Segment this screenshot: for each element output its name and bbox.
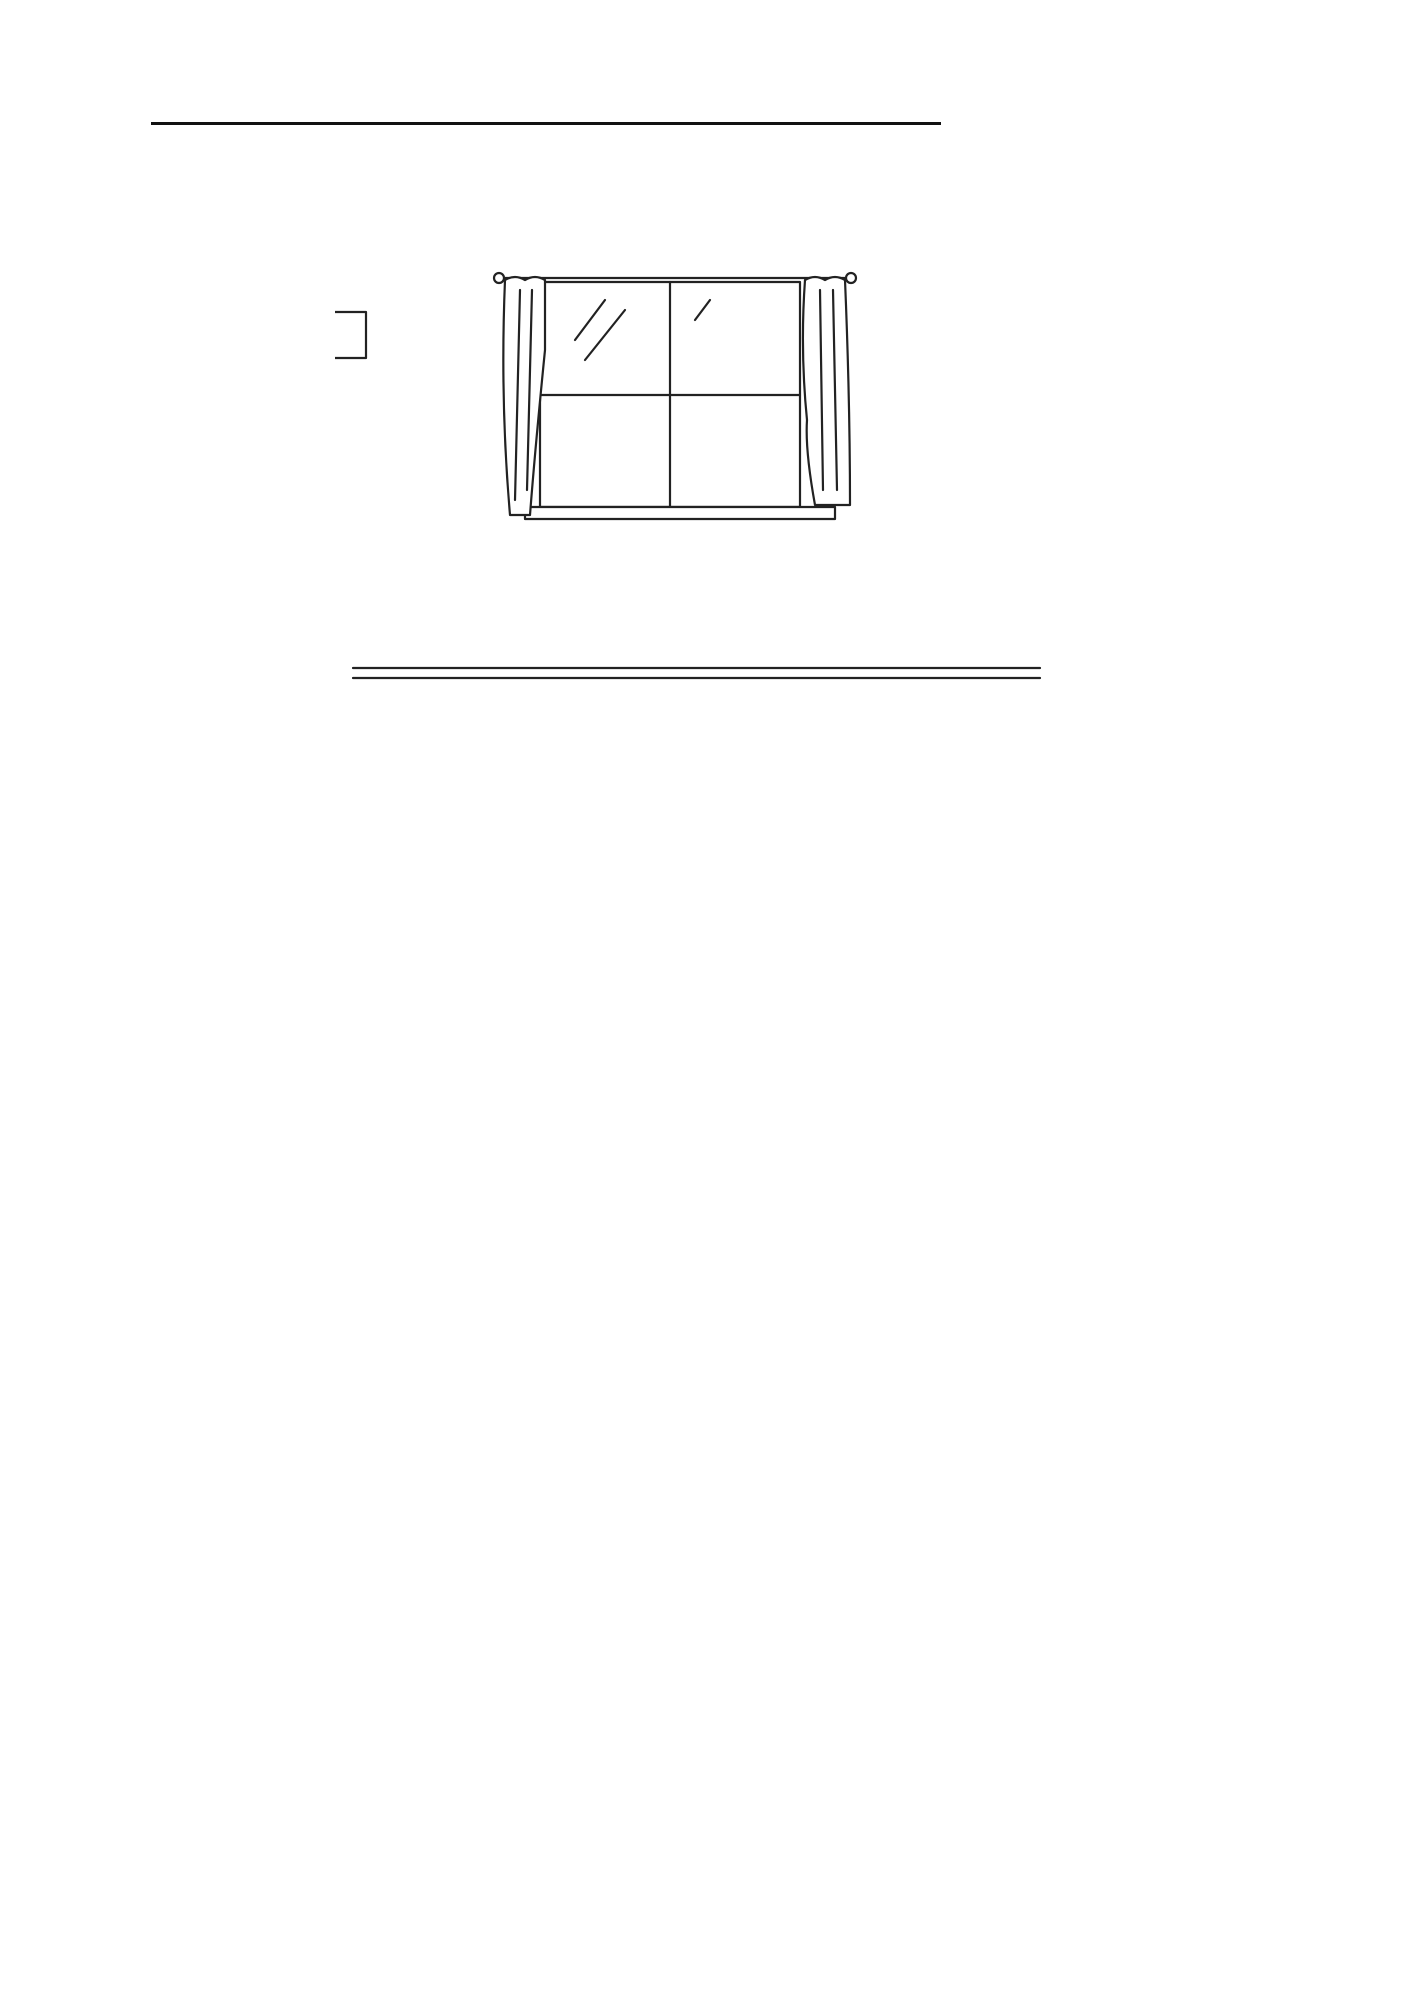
window-icon: [494, 273, 856, 519]
family-helping-at-home-illustration: [335, 250, 1075, 770]
illustration-svg: [335, 250, 1075, 770]
floor-molding: [353, 668, 1040, 678]
name-field[interactable]: [143, 88, 941, 135]
wall-frame-icon: [335, 312, 366, 358]
curtain-right-icon: [803, 277, 850, 505]
curtain-left-icon: [503, 277, 545, 515]
name-blank-line[interactable]: [151, 88, 941, 125]
